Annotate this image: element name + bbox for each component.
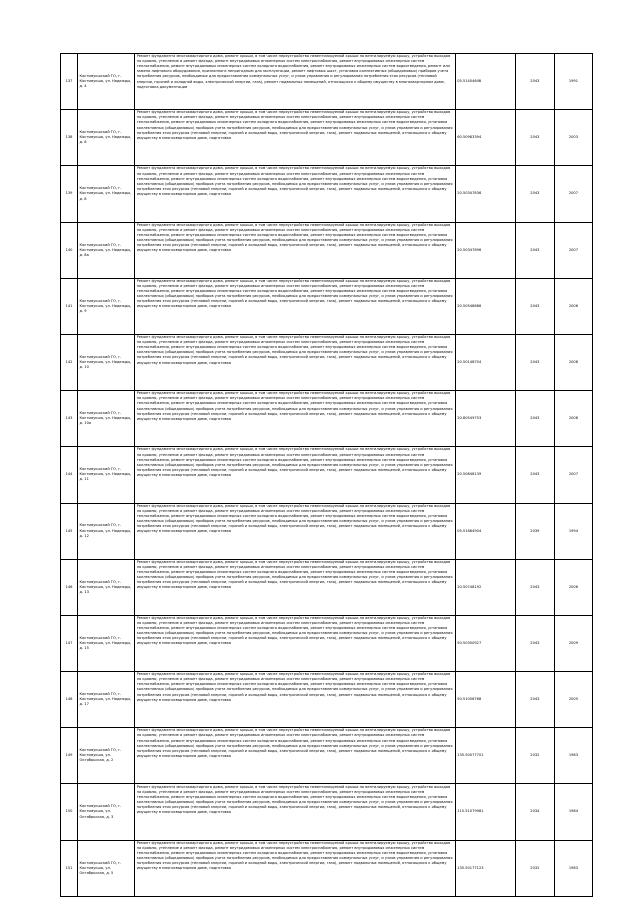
row-number-cell: 147 [61,615,78,671]
work-types-text: Ремонт фундамента многоквартирного дома, ремонт крыши, в том числе переустройство невентилируемой крыши на вентилируемую крышу, устройство выходов на кровлю, утепление и ремонт фасада, ремонт внутридомовых инженерных систем электроснабжения, ремонт внутридомовых инженерных систем теплоснабжения, ремонт внутридомовых инженерных систем холодного водоснабжения, ремонт внутридомовых инженерных систем водоотведения, установка коллективных (общедомовых) приборов учета потребления ресурсов, необходимых для предоставления коммунальных услуг, и узлов управления и регулирования потребления этих ресурсов (тепловой энергии, горячей и холодной воды, электрической энергии, газа), ремонт подвальных помещений, относящихся к общему имуществу в многоквартирном доме, подготовка [136,672,453,702]
repair-year-cell: 2034 [515,784,554,840]
row-number-cell: 149 [61,728,78,784]
address-cell: Костомукшский ГО, г. Костомукша, ул. Надежды, д. 13 [78,559,135,615]
work-types-text: Ремонт фундамента многоквартирного дома, ремонт крыши, в том числе переустройство невентилируемой крыши на вентилируемую крышу, устройство выходов на кровлю, утепление и ремонт фасада, ремонт внутридомовых инженерных систем электроснабжения, ремонт внутридомовых инженерных систем теплоснабжения, ремонт внутридомовых инженерных систем холодного водоснабжения, ремонт внутридомовых инженерных систем водоотведения, установка коллективных (общедомовых) приборов учета потребления ресурсов, необходимых для предоставления коммунальных услуг, и узлов управления и регулирования потребления этих ресурсов (тепловой энергии, горячей и холодной воды, электрической энергии, газа), ремонт подвальных помещений, относящихся к общему имуществу в многоквартирном доме, подготовка [136,559,453,590]
cost-code-cell: 20.50148704 [455,334,515,390]
cost-code-cell: 20.50548686 [455,278,515,334]
repair-year-cell: 2043 [515,447,554,503]
build-year-cell: 2008 [554,391,592,447]
row-number-cell: 137 [61,54,78,110]
repair-year-cell: 2043 [515,334,554,390]
address-cell: Костомукшский ГО, г. Костомукша, ул. Надежды, д. 6 [78,110,135,166]
work-types-text: Ремонт фундамента многоквартирного дома, ремонт крыши, в том числе переустройство невентилируемой крыши на вентилируемую крышу, устройство выходов на кровлю, утепление и ремонт фасада, ремонт внутридомовых инженерных систем электроснабжения, ремонт внутридомовых инженерных систем теплоснабжения, ремонт внутридомовых инженерных систем холодного водоснабжения, ремонт внутридомовых инженерных систем водоотведения, установка коллективных (общедомовых) приборов учета потребления ресурсов, необходимых для предоставления коммунальных услуг, и узлов управления и регулирования потребления этих ресурсов (тепловой энергии, горячей и холодной воды, электрической энергии, газа), ремонт подвальных помещений, относящихся к общему имуществу в многоквартирном доме, подготовка [136,728,453,758]
table-row [61,54,593,110]
address-cell: Костомукшский ГО, г. Костомукша, ул. Надежды, д. 4 [78,54,135,110]
build-year-cell: 2007 [554,222,592,278]
cost-code-cell: 50.50350927 [455,615,515,671]
repair-year-cell: 2032 [515,728,554,784]
cost-code-cell: 05.5140464б [455,54,515,110]
build-year-cell: 1994 [554,503,592,559]
row-number-cell: 139 [61,166,78,222]
table-row [61,840,593,896]
table-body [61,54,593,897]
build-year-cell: 2007 [554,447,592,503]
row-number-cell: 141 [61,278,78,334]
address-cell: Костомукшский ГО, г. Костомукша, ул. Надежды, д. 10а [78,391,135,447]
work-types-cell [135,222,456,278]
build-year-cell: 1983 [554,840,592,896]
work-types-text: Ремонт фундамента многоквартирного дома, ремонт крыши, в том числе переустройство невентилируемой крыши на вентилируемую крышу, устройство выходов на кровлю, утепление и ремонт фасада, ремонт внутридомовых инженерных систем электроснабжения, ремонт внутридомовых инженерных систем теплоснабжения, ремонт внутридомовых инженерных систем холодного водоснабжения, ремонт внутридомовых инженерных систем водоотведения, установка коллективных (общедомовых) приборов учета потребления ресурсов, необходимых для предоставления коммунальных услуг, и узлов управления и регулирования потребления этих ресурсов (тепловой энергии, горячей и холодной воды, электрической энергии, газа), ремонт подвальных помещений, относящихся к общему имуществу в многоквартирном доме, подготовка [136,166,453,196]
address-cell: Костомукшский ГО, г. Костомукша, ул. Октябрьская, д. 3 [78,784,135,840]
table-row [61,615,593,671]
table-row [61,391,593,447]
work-types-text: Ремонт фундамента многоквартирного дома, ремонт крыши, в том числе переустройство невентилируемой крыши на вентилируемую крышу, устройство выходов на кровлю, утепление и ремонт фасада, ремонт внутридомовых инженерных систем электроснабжения, ремонт внутридомовых инженерных систем теплоснабжения, ремонт внутридомовых инженерных систем холодного водоснабжения, ремонт внутридомовых инженерных систем водоотведения, установка коллективных (общедомовых) приборов учета потребления ресурсов, необходимых для предоставления коммунальных услуг, и узлов управления и регулирования потребления этих ресурсов (тепловой энергии, горячей и холодной воды, электрической энергии, газа), ремонт подвальных помещений, относящихся к общему имуществу в многоквартирном доме, подготовка [136,391,453,421]
cost-code-cell: 60.50983394 [455,110,515,166]
work-types-cell [135,447,456,503]
cost-code-cell: 20.50347896 [455,222,515,278]
build-year-cell: 2006 [554,278,592,334]
table-row [61,334,593,390]
address-cell: Костомукшский ГО, г. Костомукша, ул. Надежды, д. 8а [78,222,135,278]
work-types-text: Ремонт фундамента многоквартирного дома, ремонт крыши, в том числе переустройство невентилируемой крыши на вентилируемую крышу, устройство выходов на кровлю, утепление и ремонт фасада, ремонт внутридомовых инженерных систем электроснабжения, ремонт внутридомовых инженерных систем теплоснабжения, ремонт внутридомовых инженерных систем холодного водоснабжения, ремонт внутридомовых инженерных систем водоотведения, установка коллективных (общедомовых) приборов учета потребления ресурсов, необходимых для предоставления коммунальных услуг, и узлов управления и регулирования потребления этих ресурсов (тепловой энергии, горячей и холодной воды, электрической энергии, газа), ремонт подвальных помещений, относящихся к общему имуществу в многоквартирном доме, подготовка [136,278,453,309]
capital-repair-table [60,53,593,897]
row-number-cell: 138 [61,110,78,166]
address-cell: Костомукшский ГО, г. Костомукша, ул. Надежды, д. 8 [78,166,135,222]
table-row [61,559,593,615]
row-number-cell: 148 [61,672,78,728]
work-types-cell [135,615,456,671]
work-types-cell [135,672,456,728]
build-year-cell: 2007 [554,166,592,222]
table-row [61,447,593,503]
row-number-cell: 150 [61,784,78,840]
address-cell: Костомукшский ГО, г. Костомукша, ул. Надежды, д. 15 [78,615,135,671]
row-number-cell: 146 [61,559,78,615]
table-row [61,672,593,728]
repair-year-cell: 2043 [515,110,554,166]
work-types-cell [135,503,456,559]
table-row [61,728,593,784]
work-types-text: Ремонт фундамента многоквартирного дома, ремонт крыши, в том числе переустройство невентилируемой крыши на вентилируемую крышу, устройство выходов на кровлю, утепление и ремонт фасада, ремонт внутридомовых инженерных систем электроснабжения, ремонт внутридомовых инженерных систем теплоснабжения, ремонт внутридомовых инженерных систем холодного водоснабжения, ремонт внутридомовых инженерных систем водоотведения, установка коллективных (общедомовых) приборов учета потребления ресурсов, необходимых для предоставления коммунальных услуг, и узлов управления и регулирования потребления этих ресурсов (тепловой энергии, горячей и холодной воды, электрической энергии, газа), ремонт подвальных помещений, относящихся к общему имуществу в многоквартирном доме, подготовка [136,447,453,477]
address-cell: Костомукшский ГО, г. Костомукша, ул. Надежды, д. 11 [78,447,135,503]
address-cell: Костомукшский ГО, г. Костомукша, ул. Октябрьская, д. 5 [78,840,135,896]
work-types-cell [135,728,456,784]
cost-code-cell: 20.50748192 [455,559,515,615]
work-types-cell [135,166,456,222]
work-types-cell [135,391,456,447]
work-types-text: Ремонт фундамента многоквартирного дома, ремонт крыши, в том числе переустройство невентилируемой крыши на вентилируемую крышу, устройство выходов на кровлю, утепление и ремонт фасада, ремонт внутридомовых инженерных систем электроснабжения, ремонт внутридомовых инженерных систем теплоснабжения, ремонт внутридомовых инженерных систем холодного водоснабжения, ремонт внутридомовых инженерных систем водоотведения, установка коллективных (общедомовых) приборов учета потребления ресурсов, необходимых для предоставления коммунальных услуг, и узлов управления и регулирования потребления этих ресурсов (тепловой энергии, горячей и холодной воды, электрической энергии, газа), ремонт подвальных помещений, относящихся к общему имуществу в многоквартирном доме, подготовка [136,840,453,871]
work-types-cell [135,784,456,840]
cost-code-cell: 05.51664904 [455,503,515,559]
build-year-cell: 2003 [554,110,592,166]
table-row [61,222,593,278]
work-types-cell [135,840,456,896]
work-types-text: Ремонт фундамента многоквартирного дома, ремонт крыши, в том числе переустройство невентилируемой крыши на вентилируемую крышу, устройство выходов на кровлю, утепление и ремонт фасада, ремонт внутридомовых инженерных систем электроснабжения, ремонт внутридомовых инженерных систем теплоснабжения, ремонт внутридомовых инженерных систем холодного водоснабжения, ремонт внутридомовых инженерных систем водоотведения, установка коллективных (общедомовых) приборов учета потребления ресурсов, необходимых для предоставления коммунальных услуг, и узлов управления и регулирования потребления этих ресурсов (тепловой энергии, горячей и холодной воды, электрической энергии, газа), ремонт подвальных помещений, относящихся к общему имуществу в многоквартирном доме, подготовка [136,784,453,814]
row-number-cell: 144 [61,447,78,503]
build-year-cell: 1991 [554,54,592,110]
row-number-cell: 151 [61,840,78,896]
build-year-cell: 1983 [554,728,592,784]
address-cell: Костомукшский ГО, г. Костомукша, ул. Надежды, д. 12 [78,503,135,559]
repair-year-cell: 2043 [515,672,554,728]
address-cell: Костомукшский ГО, г. Костомукша, ул. Надежды, д. 9 [78,278,135,334]
address-cell: Костомукшский ГО, г. Костомукша, ул. Надежды, д. 10 [78,334,135,390]
table-row [61,784,593,840]
repair-year-cell: 2043 [515,54,554,110]
address-cell: Костомукшский ГО, г. Костомукша, ул. Октябрьская, д. 2 [78,728,135,784]
build-year-cell: 2006 [554,559,592,615]
table-row [61,503,593,559]
build-year-cell: 2008 [554,334,592,390]
row-number-cell: 145 [61,503,78,559]
table-row [61,166,593,222]
cost-code-cell: 20.80549753 [455,391,515,447]
cost-code-cell: 115.51079981 [455,784,515,840]
work-types-cell [135,54,456,110]
repair-year-cell: 2043 [515,559,554,615]
work-types-text: Ремонт фундамента многоквартирного дома, ремонт крыши, в том числе переустройство невентилируемой крыши на вентилируемую крышу, устройство выходов на кровлю, утепление и ремонт фасада, ремонт внутридомовых инженерных систем электроснабжения, ремонт внутридомовых инженерных систем теплоснабжения, ремонт внутридомовых инженерных систем холодного водоснабжения, ремонт внутридомовых инженерных систем водоотведения, установка коллективных (общедомовых) приборов учета потребления ресурсов, необходимых для предоставления коммунальных услуг, и узлов управления и регулирования потребления этих ресурсов (тепловой энергии, горячей и холодной воды, электрической энергии, газа), ремонт подвальных помещений, относящихся к общему имуществу в многоквартирном доме, подготовка [136,615,453,646]
work-types-cell [135,110,456,166]
build-year-cell: 2009 [554,615,592,671]
row-number-cell: 143 [61,391,78,447]
repair-year-cell: 2043 [515,222,554,278]
work-types-cell [135,559,456,615]
work-types-text: Ремонт фундамента многоквартирного дома, ремонт крыши, в том числе переустройство невентилируемой крыши на вентилируемую крышу, устройство выходов на кровлю, утепление и ремонт фасада, ремонт внутридомовых инженерных систем электроснабжения, ремонт внутридомовых инженерных систем теплоснабжения, ремонт внутридомовых инженерных систем холодного водоснабжения, ремонт внутридомовых инженерных систем водоотведения, установка коллективных (общедомовых) приборов учета потребления ресурсов, необходимых для предоставления коммунальных услуг, и узлов управления и регулирования потребления этих ресурсов (тепловой энергии, горячей и холодной воды, электрической энергии, газа), ремонт подвальных помещений, относящихся к общему имуществу в многоквартирном доме, подготовка [136,503,453,534]
repair-year-cell: 2039 [515,503,554,559]
address-cell: Костомукшский ГО, г. Костомукша, ул. Надежды, д. 17 [78,672,135,728]
work-types-cell [135,334,456,390]
repair-year-cell: 2032 [515,840,554,896]
repair-year-cell: 2043 [515,278,554,334]
work-types-text: Ремонт фундамента многоквартирного дома, ремонт крыши, в том числе переустройство невентилируемой крыши на вентилируемую крышу, устройство выходов на кровлю, утепление и ремонт фасада, ремонт внутридомовых инженерных систем электроснабжения, ремонт внутридомовых инженерных систем теплоснабжения, ремонт внутридомовых инженерных систем холодного водоснабжения, ремонт внутридомовых инженерных систем водоотведения, установка коллективных (общедомовых) приборов учета потребления ресурсов, необходимых для предоставления коммунальных услуг, и узлов управления и регулирования потребления этих ресурсов (тепловой энергии, горячей и холодной воды, электрической энергии, газа), ремонт подвальных помещений, относящихся к общему имуществу в многоквартирном доме, подготовка [136,110,453,140]
table-row [61,278,593,334]
cost-code-cell: 135.50077701 [455,728,515,784]
work-types-text: Ремонт фундамента многоквартирного дома, ремонт крыши, в том числе переустройство невентилируемой крыши на вентилируемую крышу, устройство выходов на кровлю, утепление и ремонт фасада, ремонт внутридомовых инженерных систем электроснабжения, ремонт внутридомовых инженерных систем теплоснабжения, ремонт внутридомовых инженерных систем холодного водоснабжения, ремонт внутридомовых инженерных систем водоотведения, установка коллективных (общедомовых) приборов учета потребления ресурсов, необходимых для предоставления коммунальных услуг, и узлов управления и регулирования потребления этих ресурсов (тепловой энергии, горячей и холодной воды, электрической энергии, газа), ремонт подвальных помещений, относящихся к общему имуществу в многоквартирном доме, подготовка [136,222,453,253]
row-number-cell: 142 [61,334,78,390]
repair-year-cell: 2043 [515,166,554,222]
build-year-cell: 1984 [554,784,592,840]
work-types-text: Ремонт фундамента многоквартирного дома, ремонт крыши, в том числе переустройство невентилируемой крыши на вентилируемую крышу, устройство выходов на кровлю, утепление и ремонт фасада, ремонт внутридомовых инженерных систем электроснабжения, ремонт внутридомовых инженерных систем теплоснабжения, ремонт внутридомовых инженерных систем холодного водоснабжения, ремонт внутридомовых инженерных систем водоотведения, ремонт или замена лифтового оборудования, признанного непригодным для эксплуатации, ремонт лифтовых шахт, установка коллективных (общедомовых) приборов учета потребления ресурсов, необходимых для предоставления коммунальных услуг, и узлов управления и регулирования потребления этих ресурсов (тепловой энергии, горячей и холодной воды, электрической энергии, газа), ремонт подвальных помещений, относящихся к общему имуществу в многоквартирном доме, подготовка документации [136,54,451,89]
work-types-cell [135,278,456,334]
cost-code-cell: 50.51056768 [455,672,515,728]
build-year-cell: 2005 [554,672,592,728]
cost-code-cell: 135.50177123 [455,840,515,896]
table-row [61,110,593,166]
cost-code-cell: 20.50347836 [455,166,515,222]
repair-year-cell: 2043 [515,391,554,447]
cost-code-cell: 20.50848139 [455,447,515,503]
work-types-text: Ремонт фундамента многоквартирного дома, ремонт крыши, в том числе переустройство невентилируемой крыши на вентилируемую крышу, устройство выходов на кровлю, утепление и ремонт фасада, ремонт внутридомовых инженерных систем электроснабжения, ремонт внутридомовых инженерных систем теплоснабжения, ремонт внутридомовых инженерных систем холодного водоснабжения, ремонт внутридомовых инженерных систем водоотведения, установка коллективных (общедомовых) приборов учета потребления ресурсов, необходимых для предоставления коммунальных услуг, и узлов управления и регулирования потребления этих ресурсов (тепловой энергии, горячей и холодной воды, электрической энергии, газа), ремонт подвальных помещений, относящихся к общему имуществу в многоквартирном доме, подготовка [136,335,453,365]
repair-year-cell: 2043 [515,615,554,671]
row-number-cell: 140 [61,222,78,278]
